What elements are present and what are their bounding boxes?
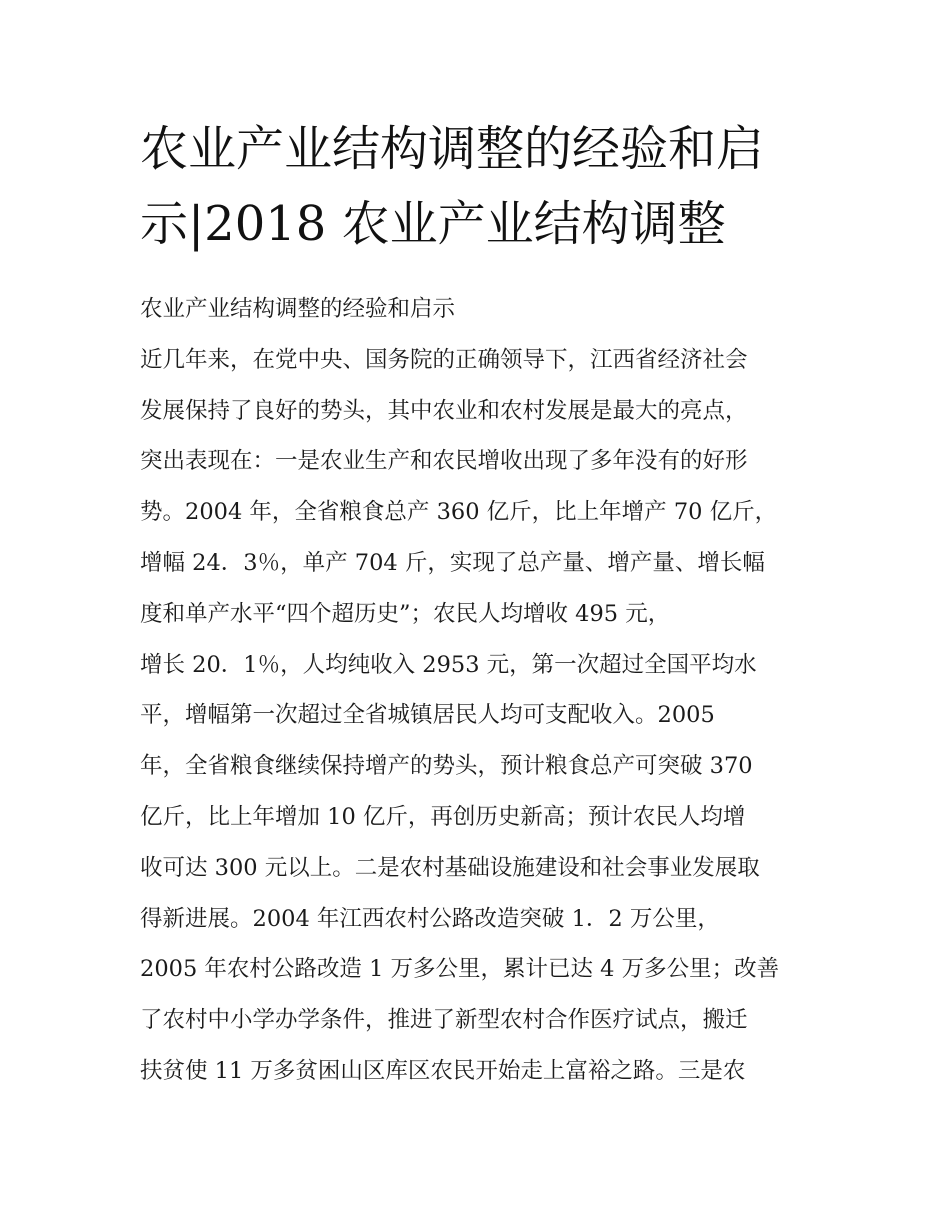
subtitle-line: 农业产业结构调整的经验和启示 [140,296,456,322]
document-title [140,112,830,262]
body-line: 亿斤，比上年增加 10 亿斤，再创历史新高；预计农民人均增 [140,803,746,830]
body-line: 近几年来，在党中央、国务院的正确领导下，江西省经济社会 [140,346,748,373]
body-line: 了农村中小学办学条件，推进了新型农村合作医疗试点，搬迁 [140,1007,748,1034]
title-line: 农业产业结构调整的经验和启 [140,121,765,177]
body-line: 发展保持了良好的势头，其中农业和农村发展是最大的亮点， [140,397,748,424]
document-body [140,284,830,1097]
body-line: 2005 年农村公路改造 1 万多公里，累计已达 4 万多公里；改善 [140,956,780,983]
body-line: 增幅 24．3％，单产 704 斤，实现了总产量、增产量、增长幅 [140,549,765,576]
body-line: 收可达 300 元以上。二是农村基础设施建设和社会事业发展取 [140,854,760,881]
body-line: 年，全省粮食继续保持增产的势头，预计粮食总产可突破 370 [140,753,753,780]
body-line: 势。2004 年，全省粮食总产 360 亿斤，比上年增产 70 亿斤， [140,499,778,526]
body-line: 平，增幅第一次超过全省城镇居民人均可支配收入。2005 [140,702,715,729]
body-line: 扶贫使 11 万多贫困山区库区农民开始走上富裕之路。三是农 [140,1057,746,1084]
body-line: 得新进展。2004 年江西农村公路改造突破 1．2 万公里， [140,905,720,932]
body-line: 突出表现在：一是农业生产和农民增收出现了多年没有的好形 [140,448,748,475]
body-line: 增长 20．1％，人均纯收入 2953 元，第一次超过全国平均水 [140,651,757,678]
body-line: 度和单产水平“四个超历史”；农民人均增收 495 元， [140,600,671,627]
title-line: 示|2018 农业产业结构调整 [140,196,726,252]
